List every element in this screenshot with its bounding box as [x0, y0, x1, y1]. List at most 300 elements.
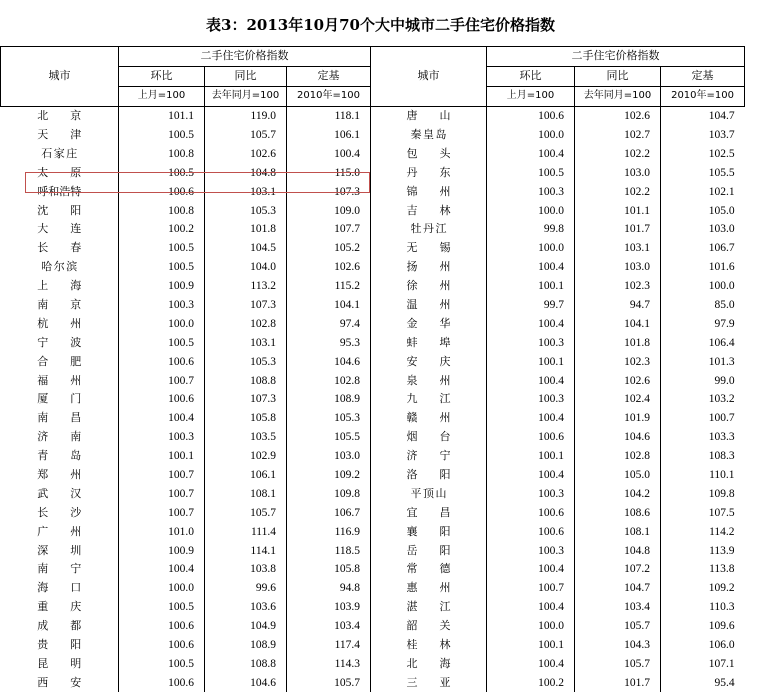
- yoy-value: 113.2: [205, 277, 287, 296]
- yoy-value: 108.9: [205, 636, 287, 655]
- yoy-value: 103.5: [205, 428, 287, 447]
- base-value: 114.3: [287, 655, 371, 674]
- city-name: [1, 239, 119, 258]
- city-name-label: 杭州: [37, 316, 82, 330]
- mom-value: 100.0: [119, 579, 205, 598]
- yoy-value: 104.9: [205, 617, 287, 636]
- yoy-value: 104.1: [575, 314, 661, 333]
- yoy-value: 105.7: [575, 655, 661, 674]
- base-value: 117.4: [287, 636, 371, 655]
- base-value: 104.6: [287, 352, 371, 371]
- city-header-left: 城市: [1, 47, 119, 107]
- base-value: 107.5: [661, 503, 745, 522]
- base-value: 103.7: [661, 126, 745, 145]
- base-value: 102.5: [661, 144, 745, 163]
- city-name-label: 平顶山: [410, 486, 447, 500]
- table-row: [1, 163, 745, 182]
- city-name: [1, 484, 119, 503]
- mom-value: 100.5: [119, 163, 205, 182]
- base-value: 100.0: [661, 277, 745, 296]
- mom-value: 100.0: [487, 239, 575, 258]
- base-value: 109.0: [287, 201, 371, 220]
- base-value: 107.1: [661, 655, 745, 674]
- city-name-label: 包头: [406, 146, 451, 160]
- city-name: [1, 182, 119, 201]
- mom-value: 100.5: [119, 333, 205, 352]
- mom-value: 100.7: [119, 484, 205, 503]
- city-name: [1, 296, 119, 315]
- base-value: 97.4: [287, 314, 371, 333]
- table-row: [1, 390, 745, 409]
- yoy-value: 101.8: [575, 333, 661, 352]
- yoy-value: 102.7: [575, 126, 661, 145]
- yoy-value: 105.7: [205, 126, 287, 145]
- base-value: 118.5: [287, 541, 371, 560]
- yoy-value: 108.1: [575, 522, 661, 541]
- yoy-value: 101.7: [575, 220, 661, 239]
- yoy-value: 99.6: [205, 579, 287, 598]
- city-name: [1, 333, 119, 352]
- city-name: [1, 522, 119, 541]
- index-group-header-left: 二手住宅价格指数: [119, 47, 371, 67]
- base-value: 97.9: [661, 314, 745, 333]
- base-value: 94.8: [287, 579, 371, 598]
- base-value: 104.7: [661, 106, 745, 125]
- city-name-label: 合肥: [37, 354, 82, 368]
- city-name-label: 西安: [37, 675, 82, 689]
- city-name-label: 北京: [37, 109, 82, 123]
- base-value: 109.8: [661, 484, 745, 503]
- city-name: [1, 201, 119, 220]
- base-value: 103.9: [287, 598, 371, 617]
- yoy-value: 102.2: [575, 182, 661, 201]
- yoy-value: 104.5: [205, 239, 287, 258]
- yoy-value: 103.1: [205, 182, 287, 201]
- base-value: 105.5: [661, 163, 745, 182]
- mom-value: 100.5: [119, 258, 205, 277]
- mom-value: 100.2: [487, 673, 575, 692]
- base-value: 100.7: [661, 409, 745, 428]
- city-name: [1, 655, 119, 674]
- city-name: [1, 390, 119, 409]
- city-name-label: 九江: [406, 392, 451, 406]
- city-name-label: 南京: [37, 298, 82, 312]
- city-name-label: 沈阳: [37, 203, 82, 217]
- mom-value: 100.0: [487, 126, 575, 145]
- city-name-label: 青岛: [37, 449, 82, 463]
- base-value: 103.0: [287, 447, 371, 466]
- mom-value: 100.3: [119, 296, 205, 315]
- yoy-value: 102.6: [575, 106, 661, 125]
- city-name-label: 福州: [37, 373, 82, 387]
- unit-yoy-left: 去年同月=100: [205, 86, 287, 106]
- base-value: 95.4: [661, 673, 745, 692]
- base-value: 102.1: [661, 182, 745, 201]
- table-row: [1, 201, 745, 220]
- mom-value: 100.3: [487, 541, 575, 560]
- city-name-label: 济南: [37, 430, 82, 444]
- table-row: [1, 447, 745, 466]
- mom-value: 100.3: [487, 390, 575, 409]
- city-name: [1, 617, 119, 636]
- city-name: [371, 673, 487, 692]
- mom-value: 100.1: [487, 636, 575, 655]
- city-name: [1, 163, 119, 182]
- table-body: [1, 106, 745, 692]
- table-row: [1, 106, 745, 125]
- city-name-label: 温州: [406, 298, 451, 312]
- yoy-value: 114.1: [205, 541, 287, 560]
- city-name: [371, 314, 487, 333]
- city-name-label: 金华: [406, 316, 451, 330]
- city-name: [371, 579, 487, 598]
- yoy-value: 103.0: [575, 258, 661, 277]
- city-name-label: 桂林: [406, 638, 451, 652]
- base-value: 114.2: [661, 522, 745, 541]
- mom-value: 100.1: [487, 277, 575, 296]
- yoy-value: 102.8: [575, 447, 661, 466]
- mom-value: 100.4: [487, 258, 575, 277]
- col-base-right: 定基: [661, 66, 745, 86]
- city-name-label: 锦州: [406, 184, 451, 198]
- mom-value: 100.9: [119, 541, 205, 560]
- city-name: [371, 163, 487, 182]
- yoy-value: 101.7: [575, 673, 661, 692]
- table-row: [1, 277, 745, 296]
- mom-value: 100.0: [487, 617, 575, 636]
- city-name: [371, 277, 487, 296]
- city-name: [371, 409, 487, 428]
- yoy-value: 105.7: [205, 503, 287, 522]
- base-value: 105.2: [287, 239, 371, 258]
- base-value: 101.6: [661, 258, 745, 277]
- city-name-label: 成都: [37, 619, 82, 633]
- base-value: 103.2: [661, 390, 745, 409]
- base-value: 107.3: [287, 182, 371, 201]
- yoy-value: 105.7: [575, 617, 661, 636]
- city-name-label: 南昌: [37, 411, 82, 425]
- yoy-value: 104.6: [575, 428, 661, 447]
- base-value: 105.3: [287, 409, 371, 428]
- city-name: [371, 390, 487, 409]
- yoy-value: 102.2: [575, 144, 661, 163]
- base-value: 109.6: [661, 617, 745, 636]
- city-name: [371, 447, 487, 466]
- mom-value: 100.5: [119, 598, 205, 617]
- yoy-value: 108.6: [575, 503, 661, 522]
- city-name-label: 襄阳: [406, 524, 451, 538]
- table-row: [1, 428, 745, 447]
- table-row: [1, 541, 745, 560]
- yoy-value: 102.6: [575, 371, 661, 390]
- base-value: 105.8: [287, 560, 371, 579]
- col-mom-right: 环比: [487, 66, 575, 86]
- mom-value: 101.1: [119, 106, 205, 125]
- table-row: [1, 598, 745, 617]
- city-name: [1, 314, 119, 333]
- yoy-value: 103.1: [575, 239, 661, 258]
- mom-value: 100.7: [119, 466, 205, 485]
- yoy-value: 111.4: [205, 522, 287, 541]
- base-value: 105.7: [287, 673, 371, 692]
- city-name-label: 扬州: [406, 260, 451, 274]
- base-value: 108.3: [661, 447, 745, 466]
- base-value: 116.9: [287, 522, 371, 541]
- city-name: [1, 220, 119, 239]
- city-name-label: 郑州: [37, 468, 82, 482]
- base-value: 104.1: [287, 296, 371, 315]
- city-name-label: 呼和浩特: [37, 184, 82, 198]
- table-row: [1, 579, 745, 598]
- table-row: [1, 371, 745, 390]
- city-name: [371, 333, 487, 352]
- yoy-value: 101.1: [575, 201, 661, 220]
- city-name: [1, 503, 119, 522]
- base-value: 109.2: [287, 466, 371, 485]
- yoy-value: 102.3: [575, 277, 661, 296]
- mom-value: 100.4: [487, 314, 575, 333]
- yoy-value: 106.1: [205, 466, 287, 485]
- yoy-value: 103.4: [575, 598, 661, 617]
- yoy-value: 105.3: [205, 201, 287, 220]
- yoy-value: 102.9: [205, 447, 287, 466]
- mom-value: 100.6: [119, 636, 205, 655]
- base-value: 113.8: [661, 560, 745, 579]
- mom-value: 100.4: [487, 560, 575, 579]
- yoy-value: 102.3: [575, 352, 661, 371]
- city-name-label: 秦皇岛: [410, 128, 447, 141]
- yoy-value: 107.2: [575, 560, 661, 579]
- city-name-label: 岳阳: [406, 543, 451, 557]
- base-value: 106.4: [661, 333, 745, 352]
- mom-value: 100.0: [487, 201, 575, 220]
- city-name: [371, 560, 487, 579]
- city-name: [371, 296, 487, 315]
- city-name: [371, 636, 487, 655]
- city-name: [1, 541, 119, 560]
- city-name-label: 三亚: [406, 675, 451, 689]
- table-row: [1, 333, 745, 352]
- city-name-label: 常德: [406, 562, 451, 576]
- city-name: [371, 371, 487, 390]
- base-value: 115.2: [287, 277, 371, 296]
- base-value: 118.1: [287, 106, 371, 125]
- mom-value: 100.4: [487, 655, 575, 674]
- mom-value: 100.5: [487, 163, 575, 182]
- city-name: [371, 182, 487, 201]
- base-value: 106.7: [287, 503, 371, 522]
- table-row: [1, 220, 745, 239]
- table-row: [1, 126, 745, 145]
- mom-value: 100.4: [119, 409, 205, 428]
- base-value: 108.9: [287, 390, 371, 409]
- table-row: [1, 239, 745, 258]
- city-name: [1, 447, 119, 466]
- mom-value: 100.7: [119, 371, 205, 390]
- mom-value: 100.6: [487, 106, 575, 125]
- base-value: 101.3: [661, 352, 745, 371]
- yoy-value: 108.1: [205, 484, 287, 503]
- city-name: [1, 352, 119, 371]
- city-name: [371, 201, 487, 220]
- city-name-label: 牡丹江: [410, 222, 447, 236]
- city-name: [371, 428, 487, 447]
- yoy-value: 94.7: [575, 296, 661, 315]
- base-value: 102.8: [287, 371, 371, 390]
- city-name-label: 南宁: [37, 562, 82, 576]
- table-row: [1, 617, 745, 636]
- city-name-label: 哈尔滨: [41, 260, 78, 274]
- city-name-label: 广州: [37, 524, 82, 538]
- table-row: [1, 503, 745, 522]
- col-yoy-right: 同比: [575, 66, 661, 86]
- col-yoy-left: 同比: [205, 66, 287, 86]
- yoy-value: 105.8: [205, 409, 287, 428]
- table-row: [1, 466, 745, 485]
- mom-value: 100.4: [487, 409, 575, 428]
- yoy-value: 101.8: [205, 220, 287, 239]
- base-value: 102.6: [287, 258, 371, 277]
- city-name-label: 天津: [37, 128, 82, 141]
- base-value: 95.3: [287, 333, 371, 352]
- city-name: [371, 503, 487, 522]
- yoy-value: 104.6: [205, 673, 287, 692]
- city-name-label: 无锡: [406, 241, 451, 255]
- mom-value: 100.5: [119, 239, 205, 258]
- table-row: [1, 296, 745, 315]
- mom-value: 100.1: [119, 447, 205, 466]
- mom-value: 100.2: [119, 220, 205, 239]
- base-value: 110.1: [661, 466, 745, 485]
- yoy-value: 104.2: [575, 484, 661, 503]
- city-name-label: 赣州: [406, 411, 451, 425]
- mom-value: 100.6: [119, 352, 205, 371]
- city-name-label: 北海: [406, 656, 451, 670]
- mom-value: 100.5: [119, 655, 205, 674]
- yoy-value: 104.8: [575, 541, 661, 560]
- base-value: 106.7: [661, 239, 745, 258]
- base-value: 106.0: [661, 636, 745, 655]
- city-name: [371, 106, 487, 125]
- yoy-value: 104.0: [205, 258, 287, 277]
- base-value: 103.3: [661, 428, 745, 447]
- base-value: 106.1: [287, 126, 371, 145]
- city-name: [371, 655, 487, 674]
- base-value: 109.8: [287, 484, 371, 503]
- city-name: [371, 239, 487, 258]
- base-value: 99.0: [661, 371, 745, 390]
- yoy-value: 103.0: [575, 163, 661, 182]
- mom-value: 100.1: [487, 352, 575, 371]
- mom-value: 100.4: [119, 560, 205, 579]
- mom-value: 100.8: [119, 201, 205, 220]
- city-name: [371, 352, 487, 371]
- city-name: [371, 598, 487, 617]
- yoy-value: 105.0: [575, 466, 661, 485]
- mom-value: 100.4: [487, 144, 575, 163]
- col-mom-left: 环比: [119, 66, 205, 86]
- table-row: [1, 484, 745, 503]
- city-name: [1, 144, 119, 163]
- city-name-label: 烟台: [406, 430, 451, 444]
- mom-value: 99.7: [487, 296, 575, 315]
- table-row: [1, 144, 745, 163]
- city-name-label: 太原: [37, 165, 82, 179]
- mom-value: 100.3: [487, 333, 575, 352]
- city-name-label: 吉林: [406, 203, 451, 217]
- city-name-label: 湛江: [406, 600, 451, 614]
- city-name-label: 深圳: [37, 543, 82, 557]
- yoy-value: 101.9: [575, 409, 661, 428]
- mom-value: 99.8: [487, 220, 575, 239]
- city-name-label: 大连: [37, 222, 82, 236]
- unit-yoy-right: 去年同月=100: [575, 86, 661, 106]
- city-name-label: 泉州: [406, 373, 451, 387]
- mom-value: 100.4: [487, 598, 575, 617]
- mom-value: 100.3: [119, 428, 205, 447]
- mom-value: 100.4: [487, 371, 575, 390]
- city-name: [371, 466, 487, 485]
- yoy-value: 102.6: [205, 144, 287, 163]
- table-row: [1, 673, 745, 692]
- city-name-label: 济宁: [406, 449, 451, 463]
- mom-value: 100.3: [487, 182, 575, 201]
- price-index-table: [0, 46, 745, 692]
- city-header-right: 城市: [371, 47, 487, 107]
- base-value: 110.3: [661, 598, 745, 617]
- city-name-label: 惠州: [406, 581, 451, 595]
- base-value: 103.0: [661, 220, 745, 239]
- city-name-label: 宜昌: [406, 505, 451, 519]
- mom-value: 100.6: [487, 522, 575, 541]
- city-name: [1, 428, 119, 447]
- mom-value: 100.6: [119, 617, 205, 636]
- city-name-label: 宁波: [37, 335, 82, 349]
- base-value: 85.0: [661, 296, 745, 315]
- table-row: [1, 258, 745, 277]
- city-name-label: 韶关: [406, 619, 451, 633]
- city-name-label: 长沙: [37, 505, 82, 519]
- city-name-label: 安庆: [406, 354, 451, 368]
- table-row: [1, 560, 745, 579]
- city-name: [1, 126, 119, 145]
- index-group-header-right: 二手住宅价格指数: [487, 47, 745, 67]
- city-name: [371, 126, 487, 145]
- table-row: [1, 352, 745, 371]
- mom-value: 100.7: [119, 503, 205, 522]
- city-name-label: 重庆: [37, 600, 82, 614]
- city-name-label: 洛阳: [406, 468, 451, 482]
- yoy-value: 108.8: [205, 371, 287, 390]
- base-value: 105.5: [287, 428, 371, 447]
- city-name: [1, 409, 119, 428]
- yoy-value: 108.8: [205, 655, 287, 674]
- city-name: [371, 220, 487, 239]
- city-name-label: 海口: [37, 581, 82, 595]
- mom-value: 100.8: [119, 144, 205, 163]
- yoy-value: 104.3: [575, 636, 661, 655]
- city-name: [371, 144, 487, 163]
- base-value: 109.2: [661, 579, 745, 598]
- table-row: [1, 655, 745, 674]
- mom-value: 100.9: [119, 277, 205, 296]
- table-row: [1, 314, 745, 333]
- col-base-left: 定基: [287, 66, 371, 86]
- city-name: [1, 560, 119, 579]
- base-value: 105.0: [661, 201, 745, 220]
- yoy-value: 103.1: [205, 333, 287, 352]
- unit-base-left: 2010年=100: [287, 86, 371, 106]
